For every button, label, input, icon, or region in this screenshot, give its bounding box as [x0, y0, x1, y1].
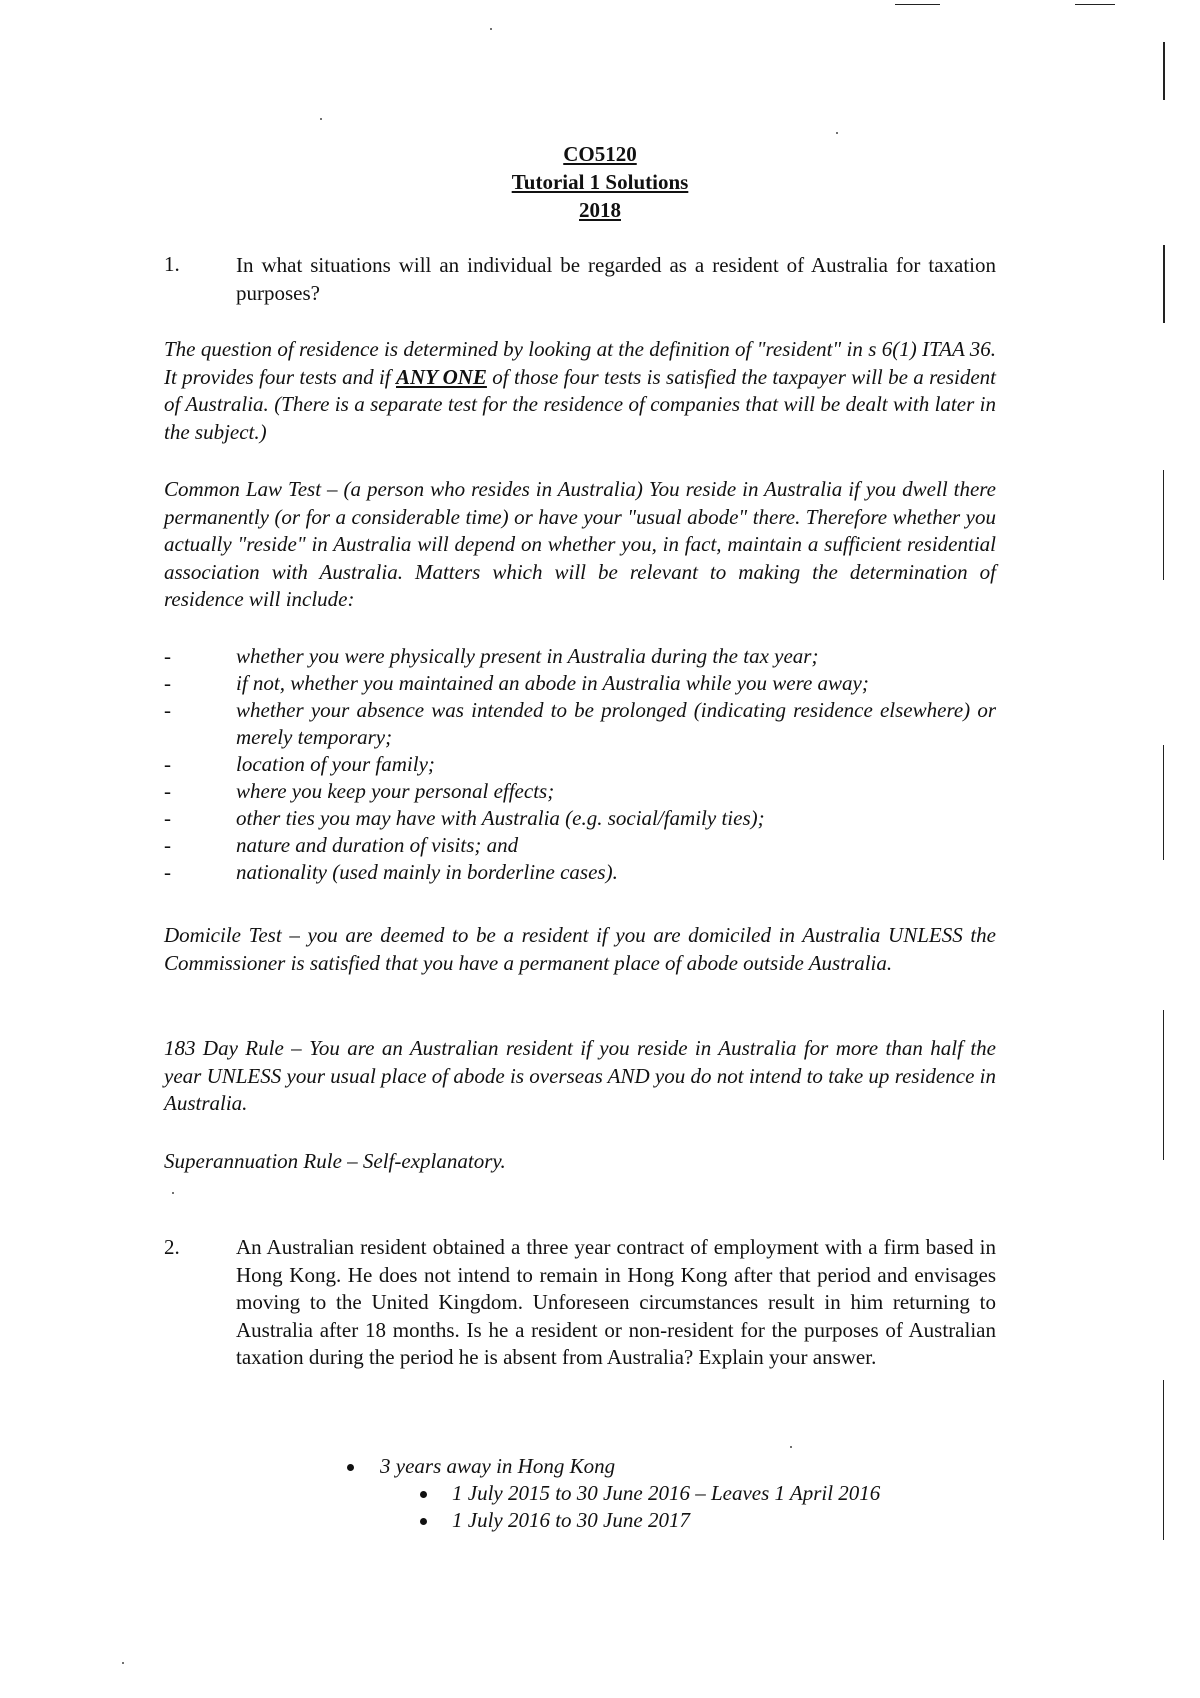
list-item: other ties you may have with Australia (e.g. social/family ties); — [236, 806, 765, 830]
list-item: if not, whether you maintained an abode in Australia while you were away; — [236, 671, 869, 695]
scan-speck — [836, 132, 838, 134]
list-dash: - — [164, 698, 171, 722]
list-dash: - — [164, 644, 171, 668]
common-law-test: Common Law Test – (a person who resides in Australia) You reside in Australia if you dwell there permanently (or for a considerable time) or have your "usual abode" there. Therefore whether you actually "reside" in Australia will depend on whether you, in fact, maintain a sufficient residential association with Australia. Matters which will be relevant to making the determination of residence will include: — [164, 477, 996, 611]
list-item: whether you were physically present in Australia during the tax year; — [236, 644, 819, 668]
scan-mark — [1163, 1380, 1164, 1540]
course-code: CO5120 — [563, 142, 637, 166]
scan-speck — [320, 118, 322, 120]
183-day-rule: 183 Day Rule – You are an Australian resident if you reside in Australia for more than half the year UNLESS your usual place of abode is overseas AND you do not intend to take up residence in Australia. — [164, 1036, 996, 1115]
domicile-test: Domicile Test – you are deemed to be a resident if you are domiciled in Australia UNLESS the Commissioner is satisfied that you have a permanent place of abode outside Australia. — [164, 923, 996, 975]
document-title: Tutorial 1 Solutions — [511, 170, 689, 194]
intro-text: The question of residence is determined by looking at the definition of "resident" in s 6(1) ITAA 36. It provides four tests and if — [164, 337, 996, 389]
list-dash: - — [164, 833, 171, 857]
scan-speck — [122, 1662, 124, 1664]
list-dash: - — [164, 860, 171, 884]
list-dash: - — [164, 806, 171, 830]
list-dash: - — [164, 671, 171, 695]
list-item: where you keep your personal effects; — [236, 779, 555, 803]
scan-mark — [895, 4, 940, 5]
residence-intro — [164, 336, 996, 446]
intro-text-cont: of those four tests is satisfied the taxpayer will be a resident of Australia. (There is a separate test for the residence of companies that will be dealt with later in the subject.) — [164, 364, 996, 444]
question-text: In what situations will an individual be regarded as a resident of Australia for taxation purposes? — [236, 253, 996, 305]
sub-bullet-item: 1 July 2016 to 30 June 2017 — [452, 1508, 690, 1532]
superannuation-rule: Superannuation Rule – Self-explanatory. — [164, 1149, 506, 1173]
scan-mark — [1075, 4, 1115, 5]
document-year: 2018 — [579, 198, 621, 222]
list-item: nature and duration of visits; and — [236, 833, 519, 857]
emphasis-any-one: ANY ONE — [396, 364, 487, 389]
scan-speck — [790, 1446, 792, 1448]
question-number: 2. — [164, 1235, 180, 1259]
scan-speck — [490, 28, 492, 30]
question-number: 1. — [164, 252, 180, 276]
list-dash: - — [164, 779, 171, 803]
bullet-icon — [420, 1518, 427, 1525]
scan-mark — [1163, 245, 1165, 323]
list-item: whether your absence was intended to be prolonged (indicating residence elsewhere) or merely temporary; — [236, 698, 996, 749]
scan-mark — [1163, 470, 1164, 580]
list-item: location of your family; — [236, 752, 435, 776]
question-text: An Australian resident obtained a three year contract of employment with a firm based in Hong Kong. He does not intend to remain in Hong Kong after that period and envisages moving to the United Kingdom. Unforeseen circumstances result in him returning to Australia after 18 months. Is he a resident or non-resident for the purposes of Australian taxation during the period he is absent from Australia? Explain your answer. — [236, 1235, 996, 1369]
list-item: nationality (used mainly in borderline cases). — [236, 860, 618, 884]
bullet-icon — [420, 1491, 427, 1498]
bullet-icon — [347, 1464, 354, 1471]
sub-bullet-item: 1 July 2015 to 30 June 2016 – Leaves 1 April 2016 — [452, 1481, 881, 1505]
scan-speck — [172, 1192, 174, 1194]
scan-mark — [1163, 1010, 1164, 1160]
bullet-item: 3 years away in Hong Kong — [380, 1454, 616, 1478]
scan-mark — [1163, 745, 1164, 860]
list-dash: - — [164, 752, 171, 776]
scan-mark — [1163, 42, 1165, 100]
